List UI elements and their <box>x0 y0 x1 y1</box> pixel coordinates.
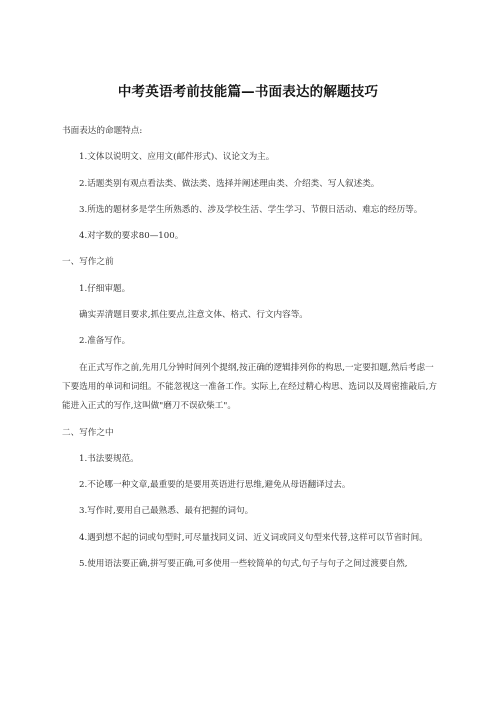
paragraph: 书面表达的命题特点: <box>62 126 143 136</box>
paragraph: 3.所选的题材多是学生所熟悉的、涉及学校生活、学生学习、节假日活动、难忘的经历等。 <box>79 204 423 215</box>
paragraph: 1.文体以说明文、应用文(邮件形式)、议论文为主。 <box>79 152 275 163</box>
paragraph: 在正式写作之前,先用几分钟时间列个提纲,按正确的逻辑排列你的构思,一定要扣题,然后考虑一下要选用的单词和词组。不能忽视这一准备工作。实际上,在经过精心构思、选词以及周密推敲后,方能进入正式的写作,这叫做"磨刀不误砍柴工"。 <box>62 362 437 412</box>
paragraph: 2.不论哪一种文章,最重要的是要用英语进行思维,避免从母语翻译过去。 <box>79 480 351 491</box>
paragraph: 确实弄清题目要求,抓住要点,注意文体、格式、行文内容等。 <box>79 310 308 321</box>
paragraph: 2.准备写作。 <box>79 336 131 347</box>
paragraph: 一、写作之前 <box>62 257 114 268</box>
paragraph: 2.话题类别有观点看法类、做法类、选择并阐述理由类、介绍类、写人叙述类。 <box>79 178 380 189</box>
paragraph: 二、写作之中 <box>62 427 114 438</box>
paragraph: 5.使用语法要正确,拼写要正确,可多使用一些较简单的句式,句子与句子之间过渡要自然, <box>79 559 408 570</box>
paragraph: 4.对字数的要求80—100。 <box>79 231 184 242</box>
document-body <box>62 122 442 581</box>
paragraph: 1.仔细审题。 <box>79 283 131 294</box>
paragraph: 4.遇到想不起的词或句型时,可尽量找同义词、近义词或同义句型来代替,这样可以节省时间。 <box>79 532 428 543</box>
paragraph: 3.写作时,要用自己最熟悉、最有把握的词句。 <box>79 506 254 517</box>
paragraph: 1.书法要规范。 <box>79 453 139 464</box>
document-title: 中考英语考前技能篇—书面表达的解题技巧 <box>117 84 379 100</box>
